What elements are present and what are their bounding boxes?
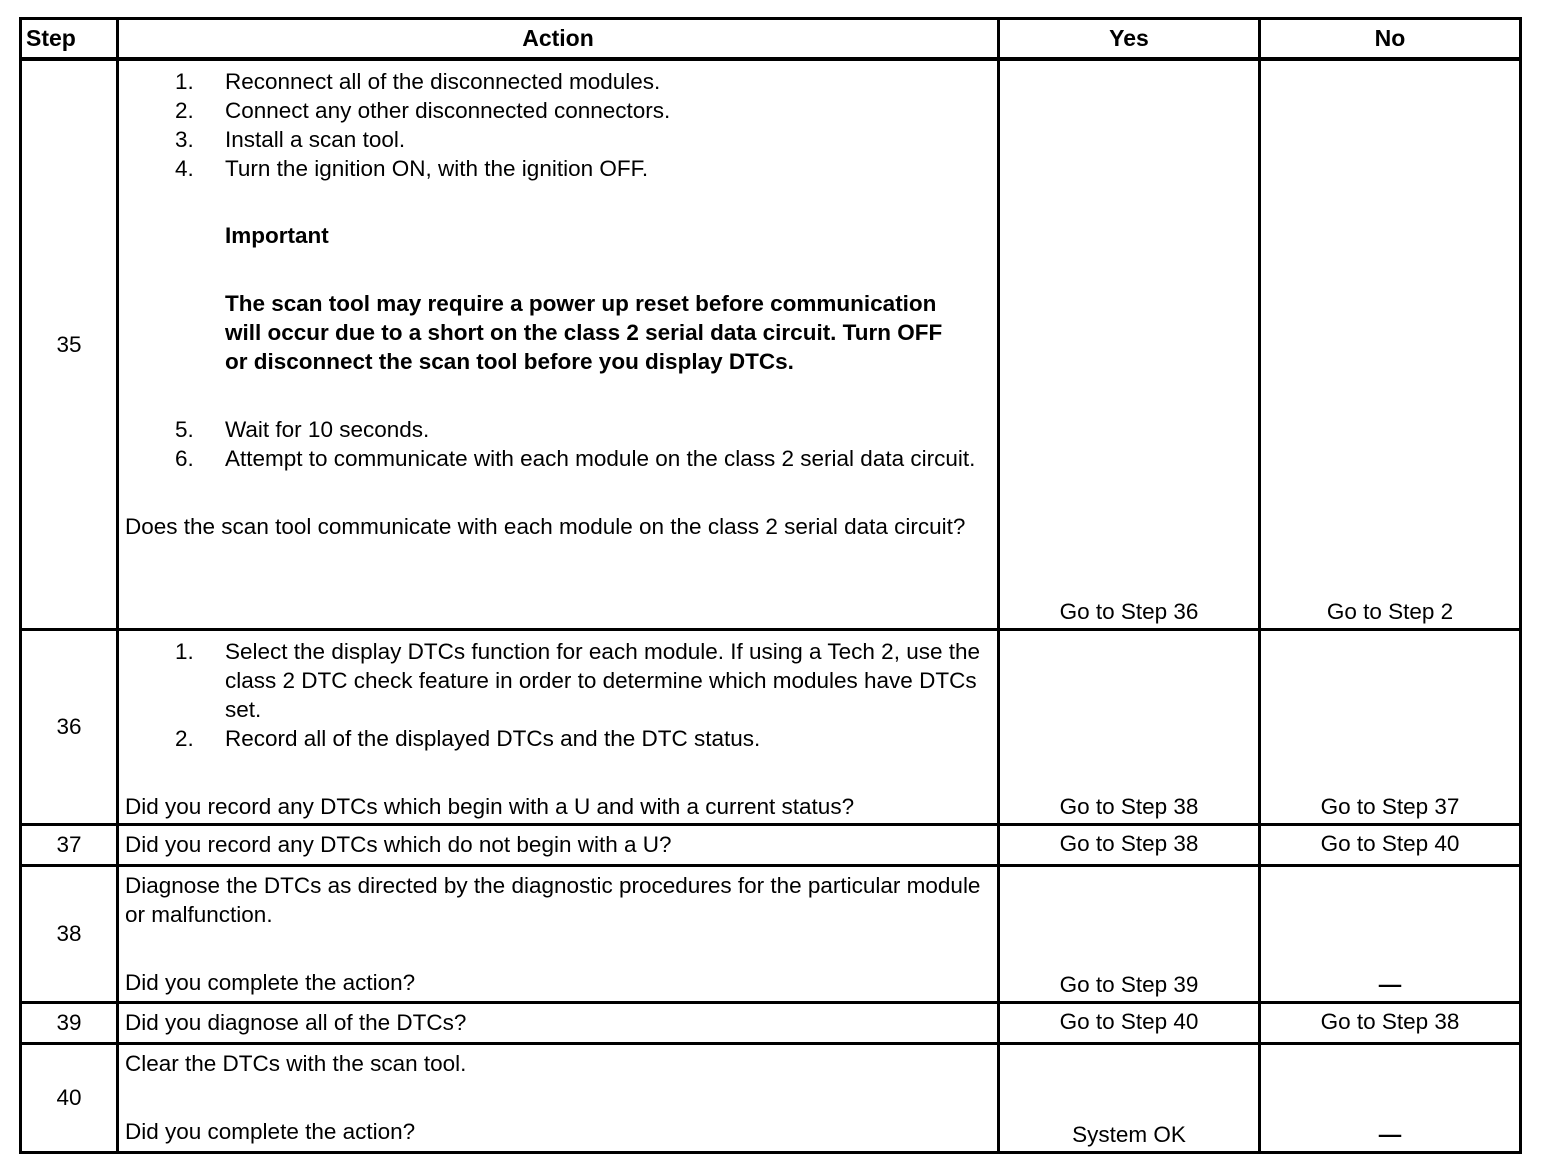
table-header-row <box>21 19 1521 60</box>
action-list <box>125 637 987 753</box>
header-action: Action <box>118 19 999 60</box>
table-row <box>21 1043 1521 1152</box>
no-result: Go to Step 37 <box>1260 629 1521 824</box>
no-result: — <box>1260 1043 1521 1152</box>
list-item: 2. Connect any other disconnected connectors. <box>175 98 671 123</box>
important-title: Important <box>225 223 329 248</box>
yes-result: Go to Step 39 <box>999 865 1260 1002</box>
table-row <box>21 824 1521 865</box>
action-cell <box>118 629 999 824</box>
action-cell <box>118 1043 999 1152</box>
list-item: 6. Attempt to communicate with each module on the class 2 serial data circuit. <box>175 446 976 471</box>
action-cell <box>118 59 999 629</box>
question-text: Did you diagnose all of the DTCs? <box>125 1010 467 1035</box>
question-text: Does the scan tool communicate with each module on the class 2 serial data circuit? <box>125 514 966 539</box>
list-item: 3. Install a scan tool. <box>175 127 406 152</box>
step-number: 38 <box>21 865 118 1002</box>
no-result: Go to Step 38 <box>1260 1002 1521 1043</box>
no-result: — <box>1260 865 1521 1002</box>
no-result: Go to Step 2 <box>1260 59 1521 629</box>
step-number: 37 <box>21 824 118 865</box>
list-item: 2. Record all of the displayed DTCs and the DTC status. <box>175 725 761 751</box>
step-number: 36 <box>21 629 118 824</box>
question-text: Did you record any DTCs which begin with a U and with a current status? <box>125 793 855 819</box>
list-item: 4. Turn the ignition ON, with the ignition OFF. <box>175 156 649 181</box>
step-number: 39 <box>21 1002 118 1043</box>
list-item: 5. Wait for 10 seconds. <box>175 417 430 442</box>
table-row <box>21 629 1521 824</box>
list-item: 1. Select the display DTCs function for each module. If using a Tech 2, use the class 2 DTC check feature in order to determine which modules have DTCs set. <box>175 638 981 722</box>
table-row <box>21 865 1521 1002</box>
action-text: Diagnose the DTCs as directed by the diagnostic procedures for the particular module or malfunction. <box>125 872 981 927</box>
list-item: 1. Reconnect all of the disconnected modules. <box>175 69 661 94</box>
action-cell <box>118 865 999 1002</box>
yes-result: System OK <box>999 1043 1260 1152</box>
diagnostic-table <box>19 17 1522 1154</box>
header-no: No <box>1260 19 1521 60</box>
action-list <box>125 415 987 473</box>
header-step: Step <box>21 19 118 60</box>
action-cell <box>118 824 999 865</box>
table-row <box>21 59 1521 629</box>
important-note: The scan tool may require a power up reset before communication will occur due to a short on the class 2 serial data circuit. Turn OFF or disconnect the scan tool before you display DTCs. <box>225 291 943 374</box>
question-text: Did you record any DTCs which do not begin with a U? <box>125 832 672 857</box>
yes-result: Go to Step 38 <box>999 629 1260 824</box>
header-yes: Yes <box>999 19 1260 60</box>
step-number: 35 <box>21 59 118 629</box>
action-list <box>125 67 987 183</box>
question-text: Did you complete the action? <box>125 1118 416 1144</box>
step-number: 40 <box>21 1043 118 1152</box>
yes-result: Go to Step 36 <box>999 59 1260 629</box>
yes-result: Go to Step 40 <box>999 1002 1260 1043</box>
action-cell <box>118 1002 999 1043</box>
no-result: Go to Step 40 <box>1260 824 1521 865</box>
yes-result: Go to Step 38 <box>999 824 1260 865</box>
table-row <box>21 1002 1521 1043</box>
action-text: Clear the DTCs with the scan tool. <box>125 1050 467 1076</box>
question-text: Did you complete the action? <box>125 969 416 995</box>
